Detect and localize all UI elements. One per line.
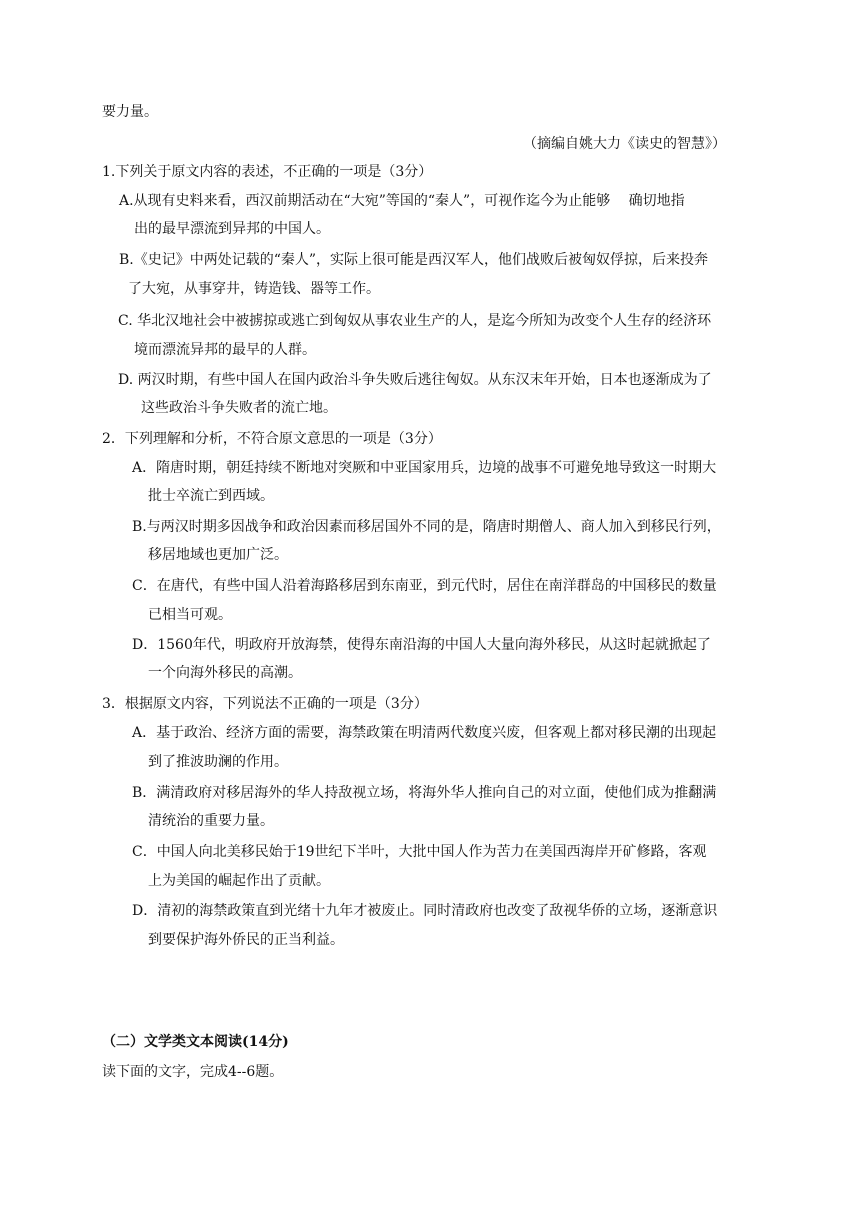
- source-attribution: （摘编自姚大力《读史的智慧》）: [523, 136, 726, 152]
- q2-option-d-line-2: 一个向海外移民的高潮。: [148, 665, 302, 681]
- q1-option-d-line-1: D. 两汉时期，有些中国人在国内政治斗争失败后逃往匈奴。从东汉末年开始，日本也逐渐成为了: [118, 372, 712, 388]
- q3-option-b-line-2: 清统治的重要力量。: [148, 813, 274, 829]
- q2-option-c-line-1: C．在唐代，有些中国人沿着海路移居到东南亚，到元代时，居住在南洋群岛的中国移民的数量: [132, 578, 717, 594]
- question-2-stem: 2．下列理解和分析，不符合原文意思的一项是（3分）: [102, 431, 442, 447]
- section-instruction: 读下面的文字，完成4--6题。: [102, 1064, 284, 1080]
- q3-option-c-line-2: 上为美国的崛起作出了贡献。: [148, 873, 330, 889]
- question-1-stem: 1.下列关于原文内容的表述，不正确的一项是（3分）: [102, 164, 433, 180]
- section-heading: （二）文学类文本阅读(14分): [102, 1034, 289, 1050]
- q1-option-a-line-2: 出的最早漂流到异邦的中国人。: [134, 221, 330, 237]
- q3-option-a-line-2: 到了推波助澜的作用。: [148, 754, 288, 770]
- q3-option-a-line-1: A．基于政治、经济方面的需要，海禁政策在明清两代数度兴废，但客观上都对移民潮的出现起: [132, 725, 717, 741]
- q2-option-c-line-2: 已相当可观。: [148, 607, 232, 623]
- continuation-text: 要力量。: [102, 104, 158, 120]
- q2-option-a-line-1: A．隋唐时期，朝廷持续不断地对突厥和中亚国家用兵，边境的战事不可避免地导致这一时期大: [132, 460, 717, 476]
- q2-option-b-line-1: B.与两汉时期多因战争和政治因素而移居国外不同的是，隋唐时期僧人、商人加入到移民行列，: [132, 519, 721, 535]
- q1-option-c-line-2: 境而漂流异邦的最早的人群。: [134, 342, 316, 358]
- q1-option-a-line-1: A.从现有史料来看，西汉前期活动在“大宛”等国的“秦人”，可视作迄今为止能够 确切地指: [119, 193, 685, 209]
- question-3-stem: 3．根据原文内容，下列说法不正确的一项是（3分）: [102, 696, 428, 712]
- q2-option-b-line-2: 移居地域也更加广泛。: [148, 547, 288, 563]
- q1-option-b-line-2: 了大宛，从事穿井，铸造钱、器等工作。: [128, 281, 380, 297]
- q3-option-b-line-1: B．满清政府对移居海外的华人持敌视立场，将海外华人推向自己的对立面，使他们成为推翻满: [132, 785, 717, 801]
- q1-option-b-line-1: B.《史记》中两处记载的“秦人”，实际上很可能是西汉军人，他们战败后被匈奴俘掠，后来投奔: [119, 252, 709, 268]
- q1-option-d-line-2: 这些政治斗争失败者的流亡地。: [141, 400, 337, 416]
- q3-option-d-line-1: D．清初的海禁政策直到光绪十九年才被废止。同时清政府也改变了敌视华侨的立场，逐渐意识: [132, 903, 718, 919]
- q3-option-d-line-2: 到要保护海外侨民的正当利益。: [148, 932, 344, 948]
- q2-option-d-line-1: D．1560年代，明政府开放海禁，使得东南沿海的中国人大量向海外移民，从这时起就掀起了: [132, 637, 711, 653]
- q3-option-c-line-1: C．中国人向北美移民始于19世纪下半叶，大批中国人作为苦力在美国西海岸开矿修路，客观: [132, 844, 707, 860]
- q2-option-a-line-2: 批士卒流亡到西域。: [148, 488, 274, 504]
- q1-option-c-line-1: C. 华北汉地社会中被掳掠或逃亡到匈奴从事农业生产的人，是迄今所知为改变个人生存的经济环: [118, 313, 712, 329]
